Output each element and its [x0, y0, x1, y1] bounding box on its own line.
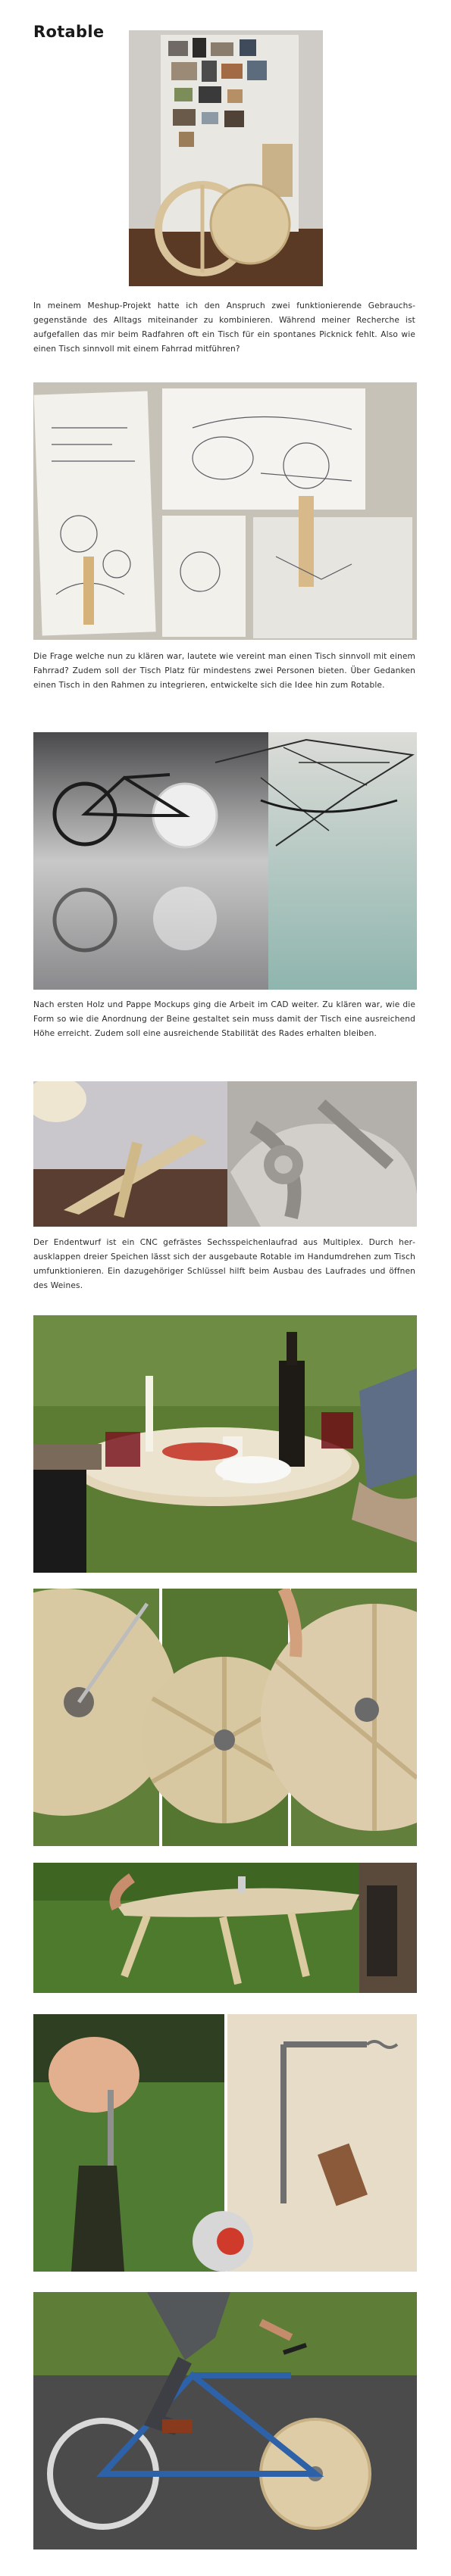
moodboard-photo: [129, 30, 323, 286]
bicycle-render-photo: [33, 732, 417, 990]
cad-mockup-photo: [33, 1081, 417, 1227]
intro-paragraph: In meinem Meshup-Projekt hatte ich den Anspruch zwei funktionierende Gebrauchsgegenstände des Alltags miteinander zu kombinieren. Während meiner Recherche ist aufgefallen das mir beim Radfahren oft ein Tisch für ein spontanes Picknick fehlt. Also wie einen Tisch sinnvoll mit einem Fahrrad mitführen?: [33, 301, 415, 354]
question-paragraph: Die Frage welche nun zu klären war, lautete wie vereint man einen Tisch sinnvoll mit einem Fahrrad? Zudem soll der Tisch Platz für mindestens zwei Personen bieten. Über Gedanken einen Tisch in den Rahmen zu integrieren, entwickelte sich die Idee hin zum Rotable.: [33, 652, 415, 690]
bike-rider-photo: [33, 2292, 417, 2549]
corkscrew-key-photo: [33, 2014, 417, 2272]
picnic-table-photo: [33, 1315, 417, 1573]
sketches-photo: [33, 382, 417, 640]
final-design-paragraph: Der Endentwurf ist ein CNC gefrästes Sechsspeichenlaufrad aus Multiplex. Durch herausklappen dreier Speichen lässt sich der ausgebaute Rotable im Handumdrehen zum Tisch umfunktionieren. Ein dazugehöriger Schlüssel hilft beim Ausbau des Laufrades und öffnen des Weines.: [33, 1238, 415, 1290]
project-title: Rotable: [33, 23, 105, 41]
assembly-triptych-photo: [33, 1589, 417, 1846]
mockup-paragraph: Nach ersten Holz und Pappe Mockups ging die Arbeit im CAD weiter. Zu klären war, wie die Form so wie die Anordnung der Beine gestaltet sein muss damit der Tisch eine ausreichend Höhe erreicht. Zudem soll eine ausreichende Stabilität des Rades erhalten bleiben.: [33, 1000, 415, 1038]
table-setup-photo: [33, 1863, 417, 1993]
